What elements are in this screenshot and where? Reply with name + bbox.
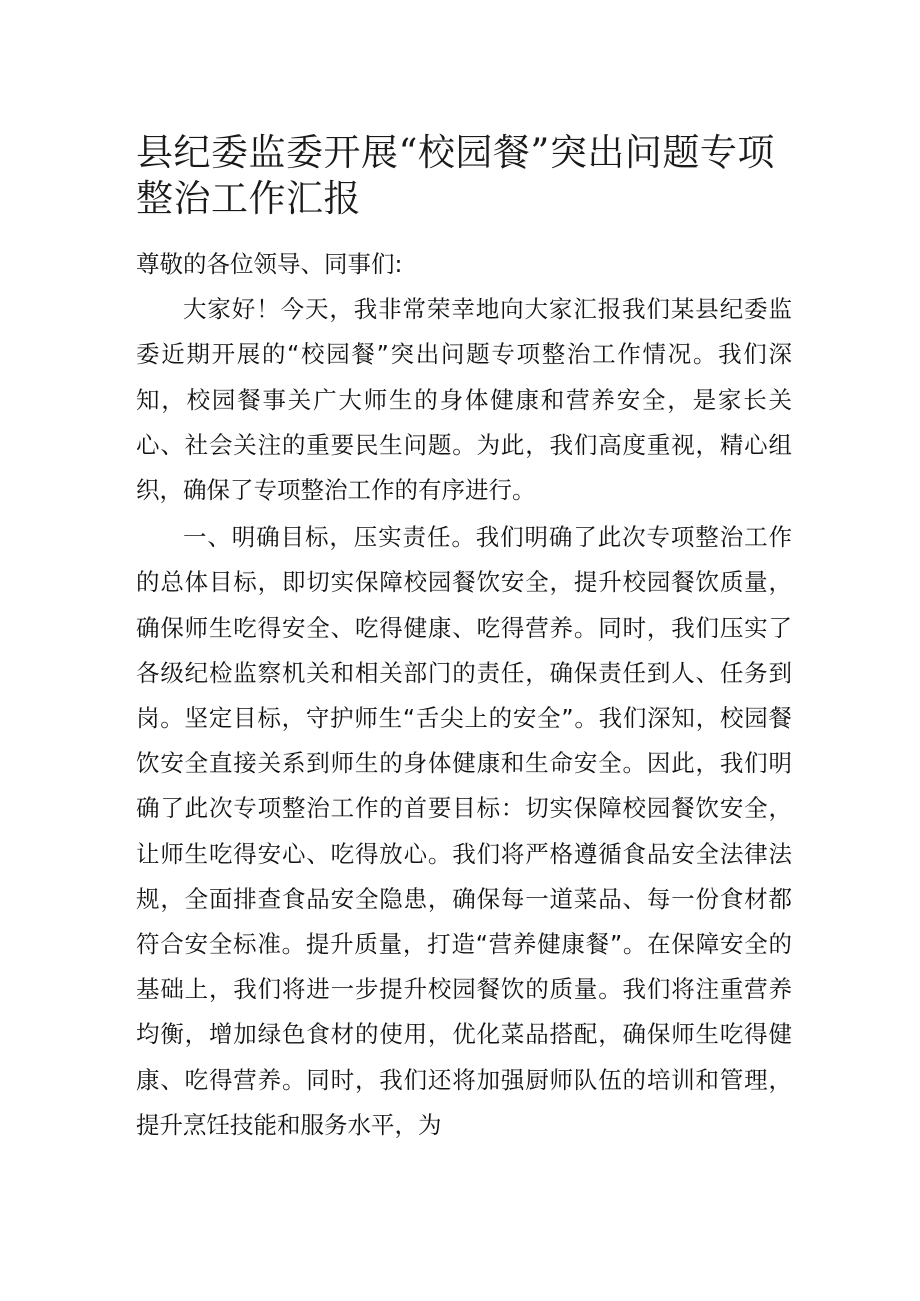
document-title: 县纪委监委开展“校园餐”突出问题专项整治工作汇报: [136, 131, 775, 220]
paragraph-intro: 大家好！今天，我非常荣幸地向大家汇报我们某县纪委监委近期开展的“校园餐”突出问题专项整治工作情况。我们深知，校园餐事关广大师生的身体健康和营养安全，是家长关心、社会关注的重要民生问题。为此，我们高度重视，精心组织，确保了专项整治工作的有序进行。: [136, 295, 792, 505]
salutation: 尊敬的各位领导、同事们:: [136, 250, 403, 278]
document-body: [136, 242, 792, 1150]
paragraph-section-one: 一、明确目标，压实责任。我们明确了此次专项整治工作的总体目标，即切实保障校园餐饮安全，提升校园餐饮质量，确保师生吃得安全、吃得健康、吃得营养。同时，我们压实了各级纪检监察机关和相关部门的责任，确保责任到人、任务到岗。坚定目标，守护师生“舌尖上的安全”。我们深知，校园餐饮安全直接关系到师生的身体健康和生命安全。因此，我们明确了此次专项整治工作的首要目标：切实保障校园餐饮安全，让师生吃得安心、吃得放心。我们将严格遵循食品安全法律法规，全面排查食品安全隐患，确保每一道菜品、每一份食材都符合安全标准。提升质量，打造“营养健康餐”。在保障安全的基础上，我们将进一步提升校园餐饮的质量。我们将注重营养均衡，增加绿色食材的使用，优化菜品搭配，确保师生吃得健康、吃得营养。同时，我们还将加强厨师队伍的培训和管理，提升烹饪技能和服务水平，为: [136, 523, 792, 1139]
